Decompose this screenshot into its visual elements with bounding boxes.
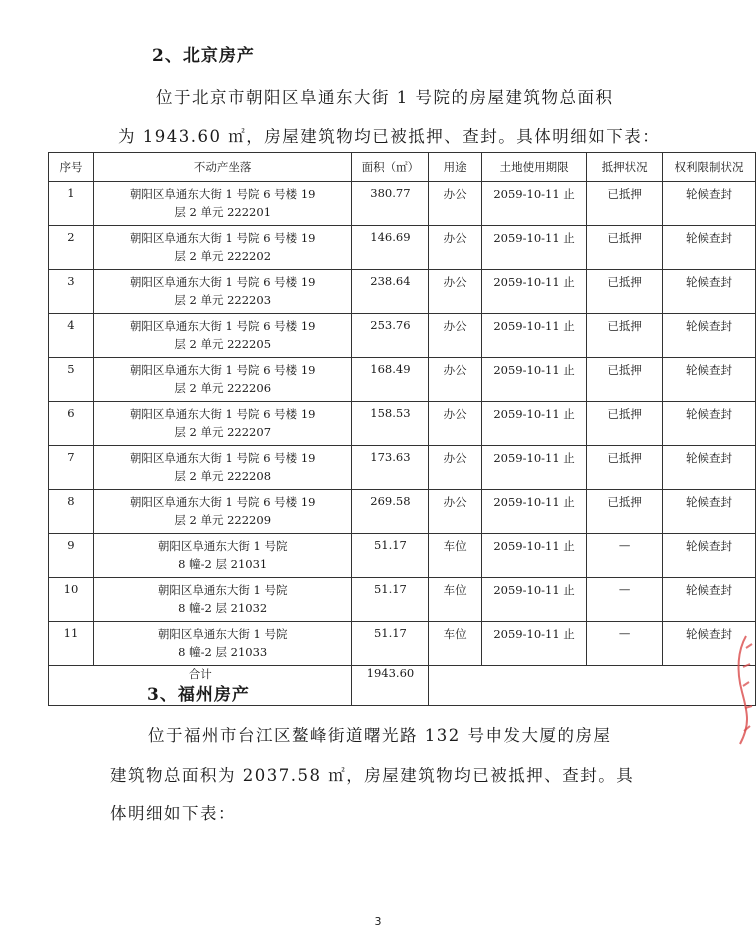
row-location — [93, 270, 352, 314]
row-restriction-status: 轮候查封 — [662, 182, 755, 226]
row-pledge-status: 已抵押 — [587, 226, 663, 270]
row-pledge-status: 已抵押 — [587, 402, 663, 446]
row-pledge-status: — — [587, 622, 663, 666]
row-location-line-2: 层 2 单元 222201 — [174, 205, 272, 219]
row-area: 51.17 — [352, 578, 429, 622]
row-location-line-1: 朝阳区阜通东大街 1 号院 6 号楼 19 — [129, 275, 316, 289]
row-number: 11 — [49, 622, 94, 666]
header-no: 序号 — [49, 153, 94, 182]
row-use: 办公 — [429, 270, 482, 314]
row-number: 5 — [49, 358, 94, 402]
row-location-line-1: 朝阳区阜通东大街 1 号院 6 号楼 19 — [129, 407, 316, 421]
row-restriction-status: 轮候查封 — [662, 402, 755, 446]
row-use: 办公 — [429, 358, 482, 402]
row-number: 9 — [49, 534, 94, 578]
row-number: 7 — [49, 446, 94, 490]
row-location — [93, 622, 352, 666]
header-restriction-status: 权利限制状况 — [662, 153, 755, 182]
row-location-line-2: 8 幢-2 层 21033 — [178, 645, 268, 659]
row-location-line-2: 层 2 单元 222203 — [174, 293, 272, 307]
row-location-line-2: 层 2 单元 222209 — [174, 513, 272, 527]
row-use: 车位 — [429, 534, 482, 578]
row-location-line-1: 朝阳区阜通东大街 1 号院 — [157, 583, 288, 597]
row-area: 146.69 — [352, 226, 429, 270]
section-3-paragraph-line-1: 位于福州市台江区鳌峰街道曙光路 132 号申发大厦的房屋 — [148, 726, 612, 745]
section-3-heading: 3、福州房产 — [147, 685, 250, 705]
table-row — [49, 358, 756, 402]
row-use: 办公 — [429, 182, 482, 226]
row-location-line-1: 朝阳区阜通东大街 1 号院 6 号楼 19 — [129, 231, 316, 245]
row-land-term: 2059-10-11 止 — [481, 270, 586, 314]
red-seal-stamp-edge — [728, 630, 756, 750]
row-restriction-status: 轮候查封 — [662, 270, 755, 314]
row-restriction-status: 轮候查封 — [662, 358, 755, 402]
row-pledge-status: 已抵押 — [587, 446, 663, 490]
table-row — [49, 270, 756, 314]
section-3-paragraph-line-3: 体明细如下表： — [110, 804, 236, 823]
row-use: 车位 — [429, 578, 482, 622]
row-area: 168.49 — [352, 358, 429, 402]
table-row — [49, 182, 756, 226]
row-use: 办公 — [429, 226, 482, 270]
row-use: 办公 — [429, 446, 482, 490]
table-row — [49, 490, 756, 534]
row-location-line-2: 层 2 单元 222206 — [174, 381, 272, 395]
row-number: 4 — [49, 314, 94, 358]
row-pledge-status: 已抵押 — [587, 490, 663, 534]
table-row — [49, 446, 756, 490]
row-pledge-status: 已抵押 — [587, 182, 663, 226]
table-row — [49, 578, 756, 622]
header-use: 用途 — [429, 153, 482, 182]
table-row — [49, 622, 756, 666]
row-land-term: 2059-10-11 止 — [481, 578, 586, 622]
row-area: 238.64 — [352, 270, 429, 314]
total-label: 合计 — [49, 666, 352, 706]
row-restriction-status: 轮候查封 — [662, 314, 755, 358]
row-number: 8 — [49, 490, 94, 534]
row-location — [93, 402, 352, 446]
section-2-heading: 2、北京房产 — [152, 46, 255, 66]
row-use: 办公 — [429, 402, 482, 446]
row-number: 10 — [49, 578, 94, 622]
row-area: 158.53 — [352, 402, 429, 446]
row-land-term: 2059-10-11 止 — [481, 402, 586, 446]
row-restriction-status: 轮候查封 — [662, 226, 755, 270]
row-location — [93, 534, 352, 578]
header-pledge-status: 抵押状况 — [587, 153, 663, 182]
row-land-term: 2059-10-11 止 — [481, 446, 586, 490]
row-location — [93, 490, 352, 534]
table-row — [49, 402, 756, 446]
row-location — [93, 578, 352, 622]
header-land-term: 土地使用期限 — [481, 153, 586, 182]
row-pledge-status: 已抵押 — [587, 358, 663, 402]
row-location-line-1: 朝阳区阜通东大街 1 号院 — [157, 627, 288, 641]
row-number: 2 — [49, 226, 94, 270]
row-location — [93, 226, 352, 270]
row-number: 1 — [49, 182, 94, 226]
table-header-row — [49, 153, 756, 182]
header-area: 面积（㎡） — [352, 153, 429, 182]
table-body — [49, 182, 756, 706]
row-location-line-1: 朝阳区阜通东大街 1 号院 6 号楼 19 — [129, 495, 316, 509]
row-use: 车位 — [429, 622, 482, 666]
row-location-line-1: 朝阳区阜通东大街 1 号院 6 号楼 19 — [129, 319, 316, 333]
row-location-line-2: 层 2 单元 222205 — [174, 337, 272, 351]
row-use: 办公 — [429, 490, 482, 534]
row-location — [93, 358, 352, 402]
row-land-term: 2059-10-11 止 — [481, 182, 586, 226]
row-restriction-status: 轮候查封 — [662, 578, 755, 622]
row-location-line-1: 朝阳区阜通东大街 1 号院 — [157, 539, 288, 553]
row-land-term: 2059-10-11 止 — [481, 314, 586, 358]
section-2-paragraph-line-1: 位于北京市朝阳区阜通东大街 1 号院的房屋建筑物总面积 — [156, 88, 614, 107]
row-location-line-2: 层 2 单元 222208 — [174, 469, 272, 483]
row-location-line-2: 8 幢-2 层 21031 — [178, 557, 268, 571]
row-area: 173.63 — [352, 446, 429, 490]
row-land-term: 2059-10-11 止 — [481, 226, 586, 270]
row-pledge-status: — — [587, 578, 663, 622]
page-number: 3 — [374, 915, 382, 928]
row-use: 办公 — [429, 314, 482, 358]
row-restriction-status: 轮候查封 — [662, 534, 755, 578]
total-value: 1943.60 — [352, 666, 429, 706]
row-pledge-status: — — [587, 534, 663, 578]
row-land-term: 2059-10-11 止 — [481, 490, 586, 534]
row-location — [93, 182, 352, 226]
row-location-line-2: 层 2 单元 222207 — [174, 425, 272, 439]
section-2-paragraph-line-2: 为 1943.60 ㎡，房屋建筑物均已被抵押、查封。具体明细如下表： — [118, 127, 661, 146]
row-number: 6 — [49, 402, 94, 446]
row-area: 51.17 — [352, 622, 429, 666]
property-table — [48, 152, 756, 706]
row-land-term: 2059-10-11 止 — [481, 534, 586, 578]
row-location — [93, 314, 352, 358]
row-land-term: 2059-10-11 止 — [481, 622, 586, 666]
row-restriction-status: 轮候查封 — [662, 490, 755, 534]
table-row — [49, 314, 756, 358]
row-location-line-1: 朝阳区阜通东大街 1 号院 6 号楼 19 — [129, 363, 316, 377]
row-pledge-status: 已抵押 — [587, 270, 663, 314]
table-row — [49, 534, 756, 578]
row-land-term: 2059-10-11 止 — [481, 358, 586, 402]
table-row — [49, 226, 756, 270]
total-empty — [429, 666, 756, 706]
section-3-paragraph-line-2: 建筑物总面积为 2037.58 ㎡，房屋建筑物均已被抵押、查封。具 — [110, 766, 635, 785]
row-area: 51.17 — [352, 534, 429, 578]
row-number: 3 — [49, 270, 94, 314]
header-location: 不动产坐落 — [93, 153, 352, 182]
row-location — [93, 446, 352, 490]
row-pledge-status: 已抵押 — [587, 314, 663, 358]
row-location-line-1: 朝阳区阜通东大街 1 号院 6 号楼 19 — [129, 187, 316, 201]
row-area: 269.58 — [352, 490, 429, 534]
row-restriction-status: 轮候查封 — [662, 622, 755, 666]
row-location-line-1: 朝阳区阜通东大街 1 号院 6 号楼 19 — [129, 451, 316, 465]
row-location-line-2: 层 2 单元 222202 — [174, 249, 272, 263]
row-location-line-2: 8 幢-2 层 21032 — [178, 601, 268, 615]
row-restriction-status: 轮候查封 — [662, 446, 755, 490]
row-area: 380.77 — [352, 182, 429, 226]
row-area: 253.76 — [352, 314, 429, 358]
